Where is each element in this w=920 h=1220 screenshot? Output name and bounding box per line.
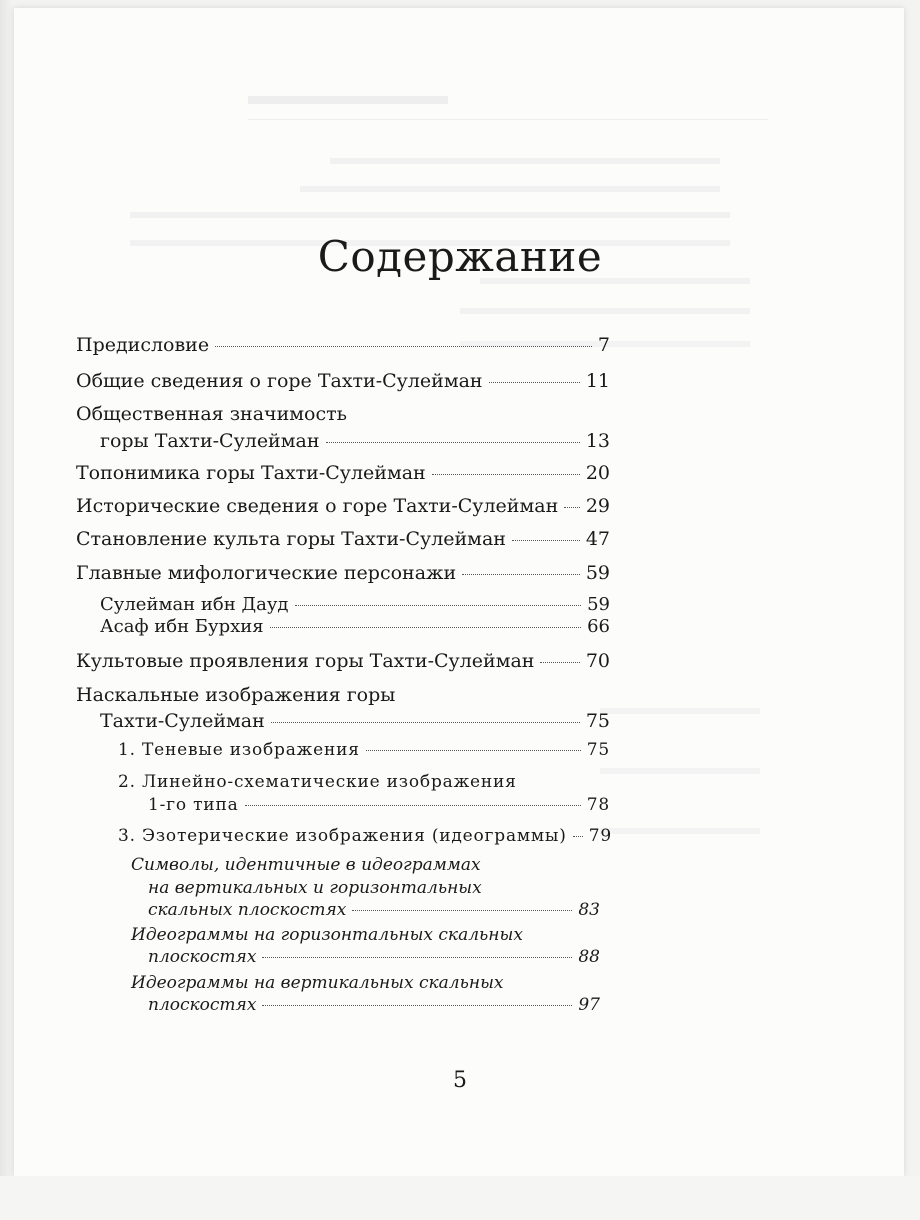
page-bottom-edge [0,1176,920,1220]
toc-entry-label: горы Тахти-Сулейман [100,430,320,452]
dot-leader [573,836,583,837]
toc-entry-label: скальных плоскостях [148,900,347,920]
toc-entry-label: Главные мифологические персонажи [76,562,457,584]
toc-entry-page: 29 [585,495,610,517]
toc-entry [76,650,610,672]
toc-entry [148,995,600,1015]
toc-entry [148,947,600,967]
toc-entry [76,334,610,356]
dot-leader [489,382,580,383]
toc-entry [118,826,610,846]
dot-leader [564,507,580,508]
toc-entry-label: Сулейман ибн Дауд [100,594,289,615]
toc-entry-label: Становление культа горы Тахти-Сулейман [76,528,506,550]
page-title: Содержание [317,232,603,281]
toc-entry-line: Общественная значимость [76,403,347,425]
toc-entry-page: 70 [585,650,610,672]
dot-leader [245,805,581,806]
dot-leader [262,1005,572,1006]
toc-entry [100,710,610,732]
toc-entry-page: 59 [587,594,610,615]
toc-entry-line: Символы, идентичные в идеограммах [131,855,481,875]
toc-entry-label: Общие сведения о горе Тахти-Сулейман [76,370,483,392]
toc-entry [76,562,610,584]
toc-entry-label: 3. Эзотерические изображения (идеограммы) [118,826,567,846]
dot-leader [270,627,581,628]
toc-entry-line: на вертикальных и горизонтальных [148,878,482,898]
dot-leader [326,442,580,443]
toc-entry-page: 83 [578,900,600,920]
toc-entry-page: 75 [585,710,610,732]
toc-entry [100,594,610,615]
toc-entry-page: 78 [586,795,610,815]
toc-entry-page: 88 [578,947,600,967]
toc-entry [76,528,610,550]
toc-entry [76,495,610,517]
toc-entry-label: Исторические сведения о горе Тахти-Сулейман [76,495,559,517]
dot-leader [271,722,580,723]
dot-leader [512,540,580,541]
toc-entry-label: плоскостях [148,995,257,1015]
dot-leader [352,910,572,911]
toc-entry-label: Тахти-Сулейман [100,710,265,732]
toc-entry [76,370,610,392]
toc-entry-line: Наскальные изображения горы [76,684,396,706]
toc-entry [148,795,610,815]
toc-entry-page: 66 [587,616,610,637]
toc-entry-label: 1-го типа [148,795,239,815]
toc-entry [100,616,610,637]
toc-entry-page: 7 [597,334,610,356]
toc-entry [76,462,610,484]
dot-leader [366,750,581,751]
toc-entry-label: 1. Теневые изображения [118,740,360,760]
dot-leader [432,474,580,475]
toc-entry-line: Идеограммы на вертикальных скальных [131,973,504,993]
dot-leader [462,574,580,575]
book-spine [0,0,12,1220]
page-number: 5 [453,1068,467,1093]
toc-entry-page: 59 [585,562,610,584]
toc-entry-label: Топонимика горы Тахти-Сулейман [76,462,426,484]
toc-entry-page: 79 [588,826,612,846]
toc-entry-page: 11 [585,370,610,392]
toc-entry-page: 97 [578,995,600,1015]
toc-entry-page: 47 [585,528,610,550]
dot-leader [262,957,572,958]
dot-leader [215,346,592,347]
toc-entry-label: плоскостях [148,947,257,967]
toc-entry [118,740,610,760]
toc-entry [100,430,610,452]
toc-entry-line: Идеограммы на горизонтальных скальных [131,925,523,945]
toc-entry-page: 20 [585,462,610,484]
toc-entry-label: Асаф ибн Бурхия [100,616,264,637]
toc-entry-page: 75 [586,740,610,760]
toc-entry-label: Культовые проявления горы Тахти-Сулейман [76,650,535,672]
toc-entry [148,900,600,920]
dot-leader [540,662,579,663]
dot-leader [295,605,582,606]
toc-entry-page: 13 [585,430,610,452]
toc-entry-line: 2. Линейно-схематические изображения [118,772,517,792]
toc-entry-label: Предисловие [76,334,210,356]
